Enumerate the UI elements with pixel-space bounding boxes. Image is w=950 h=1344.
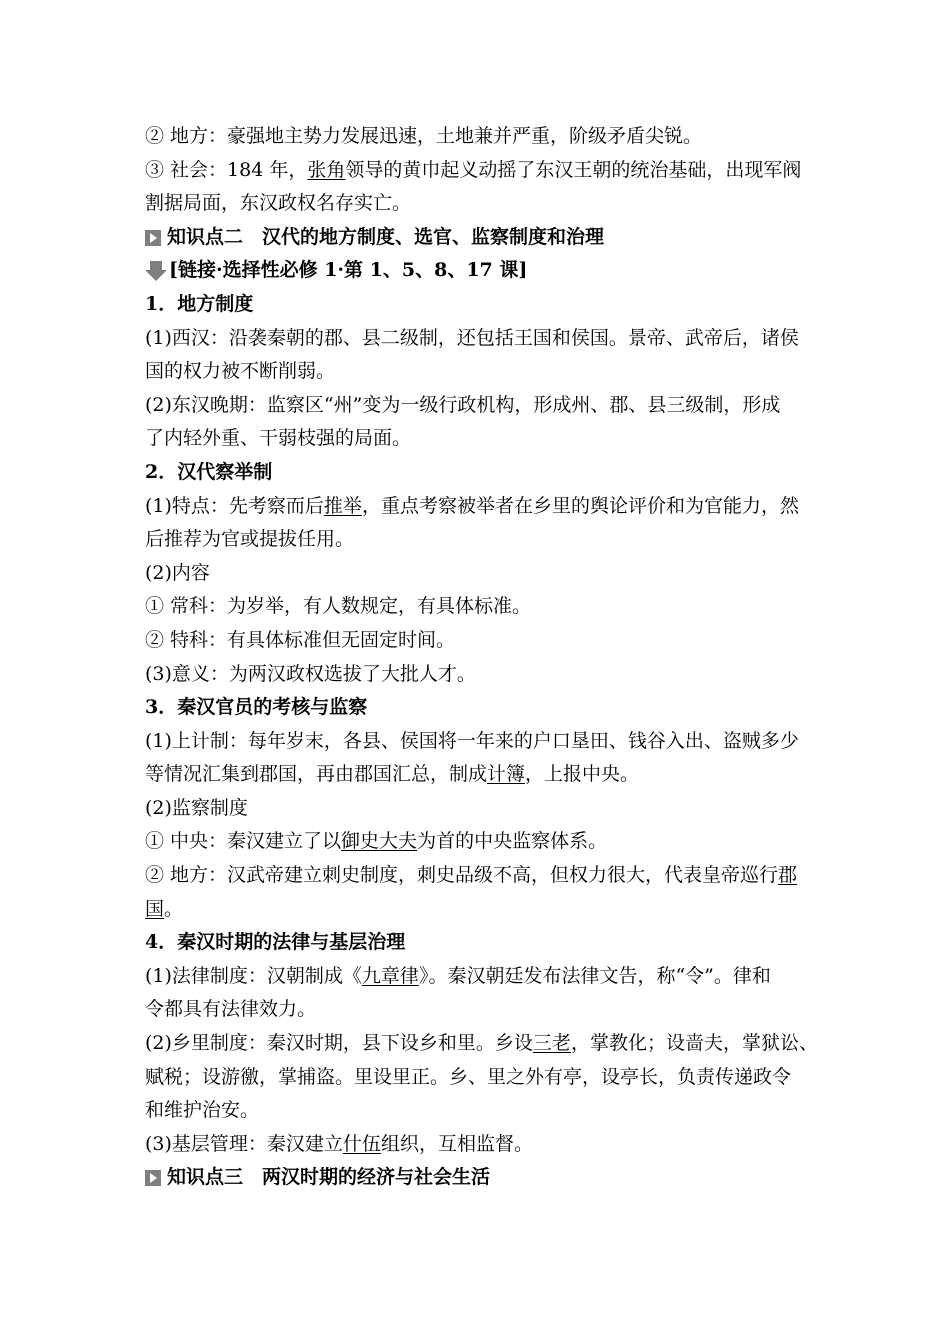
text: 。 [164, 897, 184, 920]
text-line [145, 322, 815, 356]
subheading [145, 926, 815, 960]
underlined-term: 什伍 [342, 1132, 381, 1155]
subheading-text: 4．秦汉时期的法律与基层治理 [145, 931, 406, 954]
heading-text: 知识点二 汉代的地方制度、选官、监察制度和治理 [167, 225, 605, 248]
text: ③ 社会：184 年， [145, 158, 308, 181]
text: 国的权力被不断削弱。 [145, 360, 336, 383]
text: (2)内容 [145, 561, 210, 584]
subheading-text: 2．汉代察举制 [145, 460, 273, 483]
text-line [145, 557, 815, 591]
text-line [145, 1027, 818, 1061]
document-page [145, 120, 818, 1195]
text: ，掌教化；设啬夫，掌狱讼、 [570, 1032, 818, 1055]
text: 后推荐为官或提拔任用。 [145, 528, 355, 551]
section-heading-3 [145, 1161, 815, 1195]
text: 等情况汇集到郡国，再由郡国汇总，制成 [145, 763, 488, 786]
text: (1)西汉：沿袭秦朝的郡、县二级制，还包括王国和侯国。景帝、武帝后，诸侯 [145, 326, 799, 349]
text-line [145, 490, 815, 524]
text: 领导的黄巾起义动摇了东汉王朝的统治基础，出现军阀 [345, 158, 802, 181]
text: 赋税；设游徼，掌捕盗。里设里正。乡、里之外有亭，设亭长，负责传递政令 [145, 1065, 792, 1088]
subheading [145, 691, 815, 725]
text-line [145, 355, 815, 389]
subheading-text: 3．秦汉官员的考核与监察 [145, 696, 368, 719]
link-note [145, 254, 815, 288]
text-line [145, 859, 815, 893]
text: ① 中央：秦汉建立了以 [145, 830, 342, 853]
text-line [145, 523, 815, 557]
underlined-term: 三老 [532, 1032, 571, 1055]
text-line [145, 993, 815, 1027]
text: ② 地方：汉武帝建立刺史制度，刺史品级不高，但权力很大，代表皇帝巡行 [145, 864, 779, 887]
underlined-term: 张角 [307, 158, 346, 181]
underlined-term: 九章律 [361, 964, 419, 987]
link-text: [链接·选择性必修 1·第 1、5、8、17 课] [169, 259, 528, 282]
text-line [145, 893, 815, 927]
text: (3)基层管理：秦汉建立 [145, 1132, 343, 1155]
text: (2)监察制度 [145, 796, 248, 819]
text: (1)上计制：每年岁末，各县、侯国将一年来的户口垦田、钱谷入出、盗贼多少 [145, 729, 799, 752]
text-line [145, 154, 815, 188]
text-line [145, 389, 815, 423]
text-line [145, 624, 815, 658]
section-heading-2 [145, 221, 815, 255]
play-triangle-icon [145, 1170, 161, 1186]
subheading [145, 288, 815, 322]
text: ，上报中央。 [525, 763, 640, 786]
text-line [145, 825, 815, 859]
text-line [145, 758, 815, 792]
text-line [145, 1061, 815, 1095]
underlined-term: 郡 [778, 864, 798, 887]
text: 》。秦汉朝廷发布法律文告，称“令”。律和 [418, 964, 771, 987]
underlined-term: 国 [145, 897, 165, 920]
underlined-term: 御史大夫 [341, 830, 418, 853]
text: (1)法律制度：汉朝制成《 [145, 964, 362, 987]
subheading [145, 456, 815, 490]
play-triangle-icon [145, 230, 161, 246]
text-line [145, 792, 815, 826]
text: 和维护治安。 [145, 1099, 260, 1122]
subheading-text: 1．地方制度 [145, 292, 254, 315]
text-line [145, 187, 815, 221]
text: 了内轻外重、干弱枝强的局面。 [145, 427, 412, 450]
text-line [145, 725, 815, 759]
text: ，重点考察被举者在乡里的舆论评价和为官能力，然 [361, 494, 799, 517]
text: ② 地方：豪强地主势力发展迅速，土地兼并严重，阶级矛盾尖锐。 [145, 125, 703, 147]
text: 组织，互相监督。 [380, 1132, 533, 1155]
underlined-term: 计簿 [487, 763, 526, 786]
text: (2)东汉晚期：监察区“州”变为一级行政机构，形成州、郡、县三级制，形成 [145, 393, 781, 416]
text: (3)意义：为两汉政权选拔了大批人才。 [145, 662, 476, 685]
underlined-term: 推举 [323, 494, 362, 517]
text: 割据局面，东汉政权名存实亡。 [145, 192, 412, 215]
text-line [145, 960, 815, 994]
text-line [145, 422, 815, 456]
text: 令都具有法律效力。 [145, 998, 317, 1021]
text-line [145, 1094, 815, 1128]
text-line [145, 120, 815, 154]
text-line [145, 590, 815, 624]
text: 为首的中央监察体系。 [417, 830, 608, 853]
text-line [145, 658, 815, 692]
text: (2)乡里制度：秦汉时期，县下设乡和里。乡设 [145, 1032, 533, 1055]
text: (1)特点：先考察而后 [145, 494, 324, 517]
heading-text: 知识点三 两汉时期的经济与社会生活 [167, 1166, 491, 1189]
text: ② 特科：有具体标准但无固定时间。 [145, 628, 456, 651]
text-line [145, 1128, 815, 1162]
down-arrow-icon [145, 261, 167, 281]
text: ① 常科：为岁举，有人数规定，有具体标准。 [145, 595, 532, 618]
